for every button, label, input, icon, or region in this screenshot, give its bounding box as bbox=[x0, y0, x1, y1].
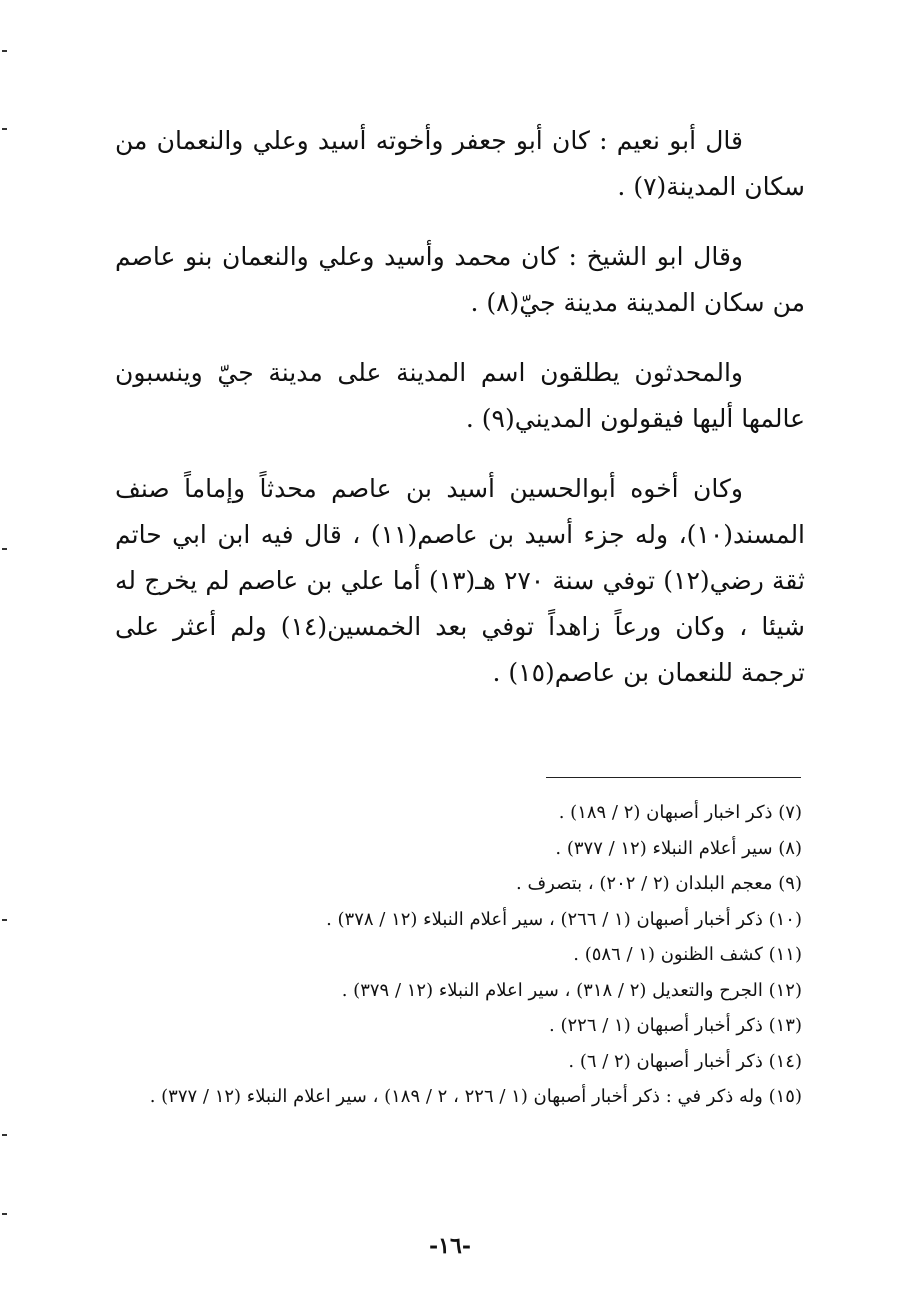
scan-edge-mark bbox=[2, 1134, 7, 1136]
footnote-12: (١٢) الجرح والتعديل (٢ / ٣١٨) ، سير اعلام النبلاء (١٢ / ٣٧٩) . bbox=[341, 979, 802, 1001]
paragraph-3: والمحدثون يطلقون اسم المدينة على مدينة جيّ وينسبون عالمها أليها فيقولون المديني(٩) . bbox=[115, 358, 805, 433]
footnote-separator bbox=[546, 777, 801, 778]
scan-edge-mark bbox=[2, 128, 7, 130]
footnote-10: (١٠) ذكر أخبار أصبهان (١ / ٢٦٦) ، سير أعلام النبلاء (١٢ / ٣٧٨) . bbox=[326, 908, 802, 930]
paragraph-1: قال أبو نعيم : كان أبو جعفر وأخوته أسيد وعلي والنعمان من سكان المدينة(٧) . bbox=[115, 126, 805, 201]
page-number: -١٦- bbox=[429, 1233, 471, 1259]
footnote-7: (٧) ذكر اخبار أصبهان (٢ / ١٨٩) . bbox=[558, 802, 802, 823]
footnote-11: (١١) كشف الظنون (١ / ٥٨٦) . bbox=[573, 944, 802, 965]
scan-edge-mark bbox=[2, 919, 7, 921]
main-text bbox=[115, 118, 805, 720]
footnotes bbox=[120, 795, 802, 1115]
scan-edge-mark bbox=[2, 1213, 7, 1215]
footnote-8: (٨) سير أعلام النبلاء (١٢ / ٣٧٧) . bbox=[555, 837, 802, 859]
paragraph-4: وكان أخوه أبوالحسين أسيد بن عاصم محدثاً وإماماً صنف المسند(١٠)، وله جزء أسيد بن عاصم(١١) ، قال فيه ابن ابي حاتم ثقة رضي(١٢) توفي سنة ٢٧٠ هـ(١٣) أما علي بن عاصم لم يخرج له شيئا ، وكان ورعاً زاهداً توفي بعد الخمسين(١٤) ولم أعثر على ترجمة للنعمان بن عاصم(١٥) . bbox=[115, 474, 806, 687]
footnote-14: (١٤) ذكر أخبار أصبهان (٢ / ٦) . bbox=[568, 1050, 802, 1072]
paragraph-2: وقال ابو الشيخ : كان محمد وأسيد وعلي والنعمان بنو عاصم من سكان المدينة مدينة جيّ(٨) . bbox=[115, 242, 805, 317]
scan-edge-mark bbox=[2, 50, 7, 52]
footnote-9: (٩) معجم البلدان (٢ / ٢٠٢) ، بتصرف . bbox=[516, 873, 802, 894]
footnote-15: (١٥) وله ذكر في : ذكر أخبار أصبهان (١ / ٢٢٦ ، ٢ / ١٨٩) ، سير اعلام النبلاء (١٢ / ٣٧٧) . bbox=[149, 1086, 802, 1107]
footnote-13: (١٣) ذكر أخبار أصبهان (١ / ٢٢٦) . bbox=[549, 1015, 802, 1036]
scan-edge-mark bbox=[2, 548, 7, 550]
